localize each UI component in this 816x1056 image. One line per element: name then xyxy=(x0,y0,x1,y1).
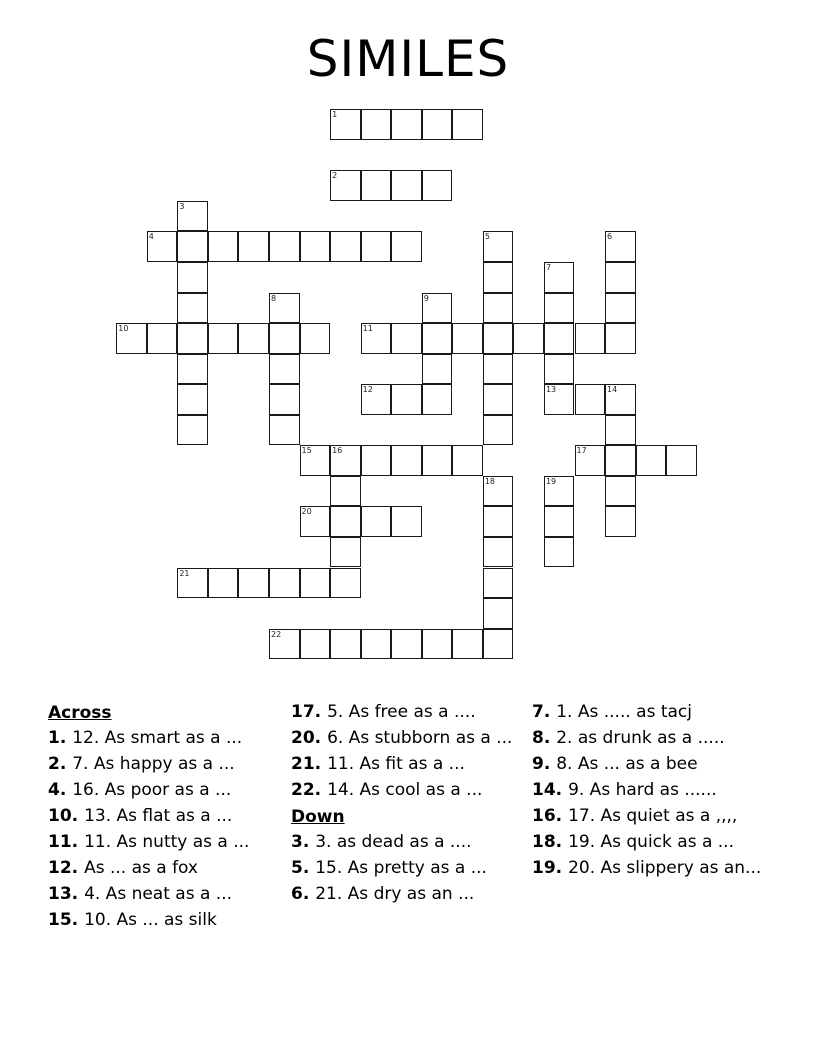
crossword-cell[interactable] xyxy=(483,568,514,599)
crossword-cell[interactable] xyxy=(483,629,514,660)
clue-number: 13 xyxy=(48,884,72,904)
crossword-cell[interactable] xyxy=(177,262,208,293)
crossword-cell[interactable] xyxy=(544,262,575,293)
crossword-cell[interactable] xyxy=(391,109,422,140)
crossword-cell[interactable] xyxy=(452,323,483,354)
crossword-cell[interactable] xyxy=(422,384,453,415)
crossword-cell[interactable] xyxy=(269,354,300,385)
clue-text: 5. As free as a .... xyxy=(327,702,476,722)
crossword-cell[interactable] xyxy=(544,384,575,415)
cell-number: 1 xyxy=(332,110,338,120)
clue-number: 19 xyxy=(532,858,556,878)
crossword-cell[interactable] xyxy=(544,354,575,385)
across-clue: 21. 11. As fit as a ... xyxy=(291,754,465,774)
crossword-cell[interactable] xyxy=(544,476,575,507)
across-heading: Across xyxy=(48,703,112,723)
clue-text: 8. As ... as a bee xyxy=(556,754,698,774)
clue-number: 16 xyxy=(532,806,556,826)
cell-number: 22 xyxy=(271,629,282,639)
clue-text: 12. As smart as a ... xyxy=(72,728,243,748)
down-clue: 6. 21. As dry as an ... xyxy=(291,884,475,904)
cell-number: 21 xyxy=(179,568,190,578)
crossword-cell[interactable] xyxy=(361,109,392,140)
clue-text: 9. As hard as ...... xyxy=(568,780,717,800)
clue-text: As ... as a fox xyxy=(84,858,198,878)
clue-text: 19. As quick as a ... xyxy=(568,832,734,852)
crossword-cell[interactable] xyxy=(483,506,514,537)
crossword-cell[interactable] xyxy=(422,629,453,660)
crossword-cell[interactable] xyxy=(483,537,514,568)
clue-text: 10. As ... as silk xyxy=(84,910,217,930)
crossword-cell[interactable] xyxy=(605,293,636,324)
clue-text: 20. As slippery as an... xyxy=(568,858,762,878)
crossword-cell[interactable] xyxy=(483,598,514,629)
down-clue: 5. 15. As pretty as a ... xyxy=(291,858,487,878)
clue-text: 14. As cool as a ... xyxy=(327,780,483,800)
cell-number: 8 xyxy=(271,293,277,303)
cell-number: 5 xyxy=(484,232,490,242)
crossword-cell[interactable] xyxy=(361,629,392,660)
crossword-cell[interactable] xyxy=(391,170,422,201)
cell-number: 4 xyxy=(148,232,154,242)
clue-text: 1. As ..... as tacj xyxy=(556,702,693,722)
crossword-cell[interactable] xyxy=(208,231,239,262)
crossword-cell[interactable] xyxy=(483,384,514,415)
down-clue: 3. 3. as dead as a .... xyxy=(291,832,472,852)
crossword-cell[interactable] xyxy=(300,506,331,537)
clue-text: 2. as drunk as a ..... xyxy=(556,728,725,748)
clue-text: 4. As neat as a ... xyxy=(84,884,233,904)
down-clue: 9. 8. As ... as a bee xyxy=(532,754,698,774)
clue-text: 13. As flat as a ... xyxy=(84,806,233,826)
crossword-cell[interactable] xyxy=(361,170,392,201)
crossword-cell[interactable] xyxy=(575,323,606,354)
clue-text: 7. As happy as a ... xyxy=(72,754,235,774)
crossword-cell[interactable] xyxy=(422,293,453,324)
across-clue: 13. 4. As neat as a ... xyxy=(48,884,233,904)
crossword-cell[interactable] xyxy=(361,506,392,537)
clue-number: 15 xyxy=(48,910,72,930)
crossword-cell[interactable] xyxy=(483,323,514,354)
crossword-cell[interactable] xyxy=(177,293,208,324)
across-clue: 20. 6. As stubborn as a ... xyxy=(291,728,513,748)
crossword-cell[interactable] xyxy=(605,262,636,293)
cell-number: 14 xyxy=(607,385,618,395)
crossword-cell[interactable] xyxy=(300,323,331,354)
cell-number: 3 xyxy=(179,201,185,211)
crossword-cell[interactable] xyxy=(483,262,514,293)
crossword-cell[interactable] xyxy=(361,231,392,262)
cell-number: 6 xyxy=(607,232,613,242)
clue-number: 21 xyxy=(291,754,315,774)
down-heading: Down xyxy=(291,807,345,827)
down-clue: 18. 19. As quick as a ... xyxy=(532,832,734,852)
clue-number: 17 xyxy=(291,702,315,722)
cell-number: 20 xyxy=(301,507,312,517)
crossword-cell[interactable] xyxy=(361,323,392,354)
crossword-cell[interactable] xyxy=(605,476,636,507)
crossword-cell[interactable] xyxy=(391,506,422,537)
crossword-cell[interactable] xyxy=(300,445,331,476)
crossword-cell[interactable] xyxy=(544,323,575,354)
crossword-cell[interactable] xyxy=(544,506,575,537)
crossword-cell[interactable] xyxy=(330,537,361,568)
clue-text: 21. As dry as an ... xyxy=(315,884,475,904)
crossword-cell[interactable] xyxy=(269,568,300,599)
crossword-cell[interactable] xyxy=(238,231,269,262)
crossword-cell[interactable] xyxy=(177,415,208,446)
crossword-cell[interactable] xyxy=(544,537,575,568)
crossword-cell[interactable] xyxy=(422,445,453,476)
cell-number: 11 xyxy=(362,324,373,334)
across-clue: 22. 14. As cool as a ... xyxy=(291,780,483,800)
across-clue: 12. As ... as a fox xyxy=(48,858,198,878)
across-clue: 1. 12. As smart as a ... xyxy=(48,728,243,748)
crossword-cell[interactable] xyxy=(391,384,422,415)
crossword-cell[interactable] xyxy=(605,231,636,262)
crossword-cell[interactable] xyxy=(422,354,453,385)
crossword-cell[interactable] xyxy=(177,231,208,262)
crossword-cell[interactable] xyxy=(575,384,606,415)
crossword-cell[interactable] xyxy=(269,323,300,354)
crossword-cell[interactable] xyxy=(269,231,300,262)
crossword-cell[interactable] xyxy=(636,445,667,476)
clue-number: 3 xyxy=(291,832,303,852)
clue-number: 18 xyxy=(532,832,556,852)
crossword-cell[interactable] xyxy=(330,109,361,140)
crossword-cell[interactable] xyxy=(238,323,269,354)
crossword-cell[interactable] xyxy=(361,445,392,476)
cell-number: 19 xyxy=(545,476,557,486)
crossword-cell[interactable] xyxy=(300,231,331,262)
clue-number: 11 xyxy=(48,832,72,852)
clue-number: 1 xyxy=(48,728,60,748)
crossword-cell[interactable] xyxy=(269,629,300,660)
cell-number: 16 xyxy=(332,446,343,456)
cell-number: 2 xyxy=(332,171,338,181)
crossword-cell[interactable] xyxy=(238,568,269,599)
across-clue: 11. 11. As nutty as a ... xyxy=(48,832,250,852)
cell-number: 17 xyxy=(576,446,587,456)
cell-number: 9 xyxy=(423,293,429,303)
crossword-cell[interactable] xyxy=(483,231,514,262)
crossword-cell[interactable] xyxy=(269,415,300,446)
down-clue: 14. 9. As hard as ...... xyxy=(532,780,717,800)
crossword-cell[interactable] xyxy=(208,323,239,354)
clue-text: 17. As quiet as a ,,,, xyxy=(568,806,738,826)
clue-number: 5 xyxy=(291,858,303,878)
crossword-cell[interactable] xyxy=(391,323,422,354)
crossword-cell[interactable] xyxy=(544,293,575,324)
clue-column-2 xyxy=(291,701,526,909)
clue-number: 7 xyxy=(532,702,544,722)
clue-text: 15. As pretty as a ... xyxy=(315,858,487,878)
crossword-cell[interactable] xyxy=(452,109,483,140)
crossword-cell[interactable] xyxy=(177,323,208,354)
crossword-cell[interactable] xyxy=(605,445,636,476)
crossword-cell[interactable] xyxy=(452,629,483,660)
crossword-cell[interactable] xyxy=(422,323,453,354)
crossword-cell[interactable] xyxy=(605,415,636,446)
crossword-cell[interactable] xyxy=(483,293,514,324)
crossword-cell[interactable] xyxy=(208,568,239,599)
crossword-cell[interactable] xyxy=(483,415,514,446)
crossword-cell[interactable] xyxy=(483,476,514,507)
clue-text: 3. as dead as a .... xyxy=(315,832,472,852)
crossword-cell[interactable] xyxy=(452,445,483,476)
crossword-cell[interactable] xyxy=(605,384,636,415)
clue-number: 14 xyxy=(532,780,556,800)
crossword-cell[interactable] xyxy=(330,629,361,660)
crossword-cell[interactable] xyxy=(330,231,361,262)
crossword-cell[interactable] xyxy=(300,629,331,660)
crossword-cell[interactable] xyxy=(391,445,422,476)
crossword-cell[interactable] xyxy=(147,323,178,354)
crossword-cell[interactable] xyxy=(177,201,208,232)
clue-number: 4 xyxy=(48,780,60,800)
crossword-cell[interactable] xyxy=(391,629,422,660)
cell-number: 7 xyxy=(545,263,552,272)
clue-number: 8 xyxy=(532,728,544,748)
crossword-cell[interactable] xyxy=(575,445,606,476)
crossword-cell[interactable] xyxy=(330,568,361,599)
cell-number: 12 xyxy=(362,385,373,395)
page-title: SIMILES xyxy=(306,30,510,88)
clue-number: 12 xyxy=(48,858,72,878)
crossword-cell[interactable] xyxy=(269,384,300,415)
crossword-cell[interactable] xyxy=(666,445,697,476)
crossword-cell[interactable] xyxy=(422,170,453,201)
down-clue: 8. 2. as drunk as a ..... xyxy=(532,728,725,748)
clue-column-1 xyxy=(48,701,283,935)
crossword-cell[interactable] xyxy=(605,323,636,354)
across-clue: 4. 16. As poor as a ... xyxy=(48,780,232,800)
clue-number: 2 xyxy=(48,754,60,774)
clue-number: 20 xyxy=(291,728,315,748)
down-clue: 7. 1. As ..... as tacj xyxy=(532,702,693,722)
cell-number: 18 xyxy=(484,476,496,486)
crossword-cell[interactable] xyxy=(330,506,361,537)
crossword-cell[interactable] xyxy=(147,231,178,262)
down-clue: 19. 20. As slippery as an... xyxy=(532,858,762,878)
crossword-cell[interactable] xyxy=(116,323,147,354)
clue-number: 6 xyxy=(291,884,303,904)
clue-text: 11. As nutty as a ... xyxy=(84,832,250,852)
crossword-cell[interactable] xyxy=(177,568,208,599)
cell-number: 15 xyxy=(301,446,312,456)
crossword-cell[interactable] xyxy=(513,323,544,354)
crossword-cell[interactable] xyxy=(391,231,422,262)
clue-number: 22 xyxy=(291,780,315,800)
crossword-cell[interactable] xyxy=(330,445,361,476)
crossword-cell[interactable] xyxy=(330,170,361,201)
crossword-cell[interactable] xyxy=(605,506,636,537)
across-clue: 10. 13. As flat as a ... xyxy=(48,806,233,826)
crossword-cell[interactable] xyxy=(361,384,392,415)
crossword-cell[interactable] xyxy=(300,568,331,599)
clue-text: 11. As fit as a ... xyxy=(327,754,465,774)
clue-number: 9 xyxy=(532,754,544,774)
crossword-cell[interactable] xyxy=(177,384,208,415)
across-clue: 15. 10. As ... as silk xyxy=(48,910,217,930)
crossword-cell[interactable] xyxy=(269,293,300,324)
crossword-cell[interactable] xyxy=(177,354,208,385)
clue-text: 6. As stubborn as a ... xyxy=(327,728,513,748)
across-clue: 17. 5. As free as a .... xyxy=(291,702,476,722)
crossword-cell[interactable] xyxy=(483,354,514,385)
across-clue: 2. 7. As happy as a ... xyxy=(48,754,235,774)
cell-number: 13 xyxy=(545,385,557,395)
cell-number: 10 xyxy=(118,324,129,334)
clue-number: 10 xyxy=(48,806,72,826)
clue-column-3 xyxy=(532,701,767,883)
crossword-cell[interactable] xyxy=(330,476,361,507)
clue-text: 16. As poor as a ... xyxy=(72,780,232,800)
down-clue: 16. 17. As quiet as a ,,,, xyxy=(532,806,738,826)
crossword-cell[interactable] xyxy=(422,109,453,140)
